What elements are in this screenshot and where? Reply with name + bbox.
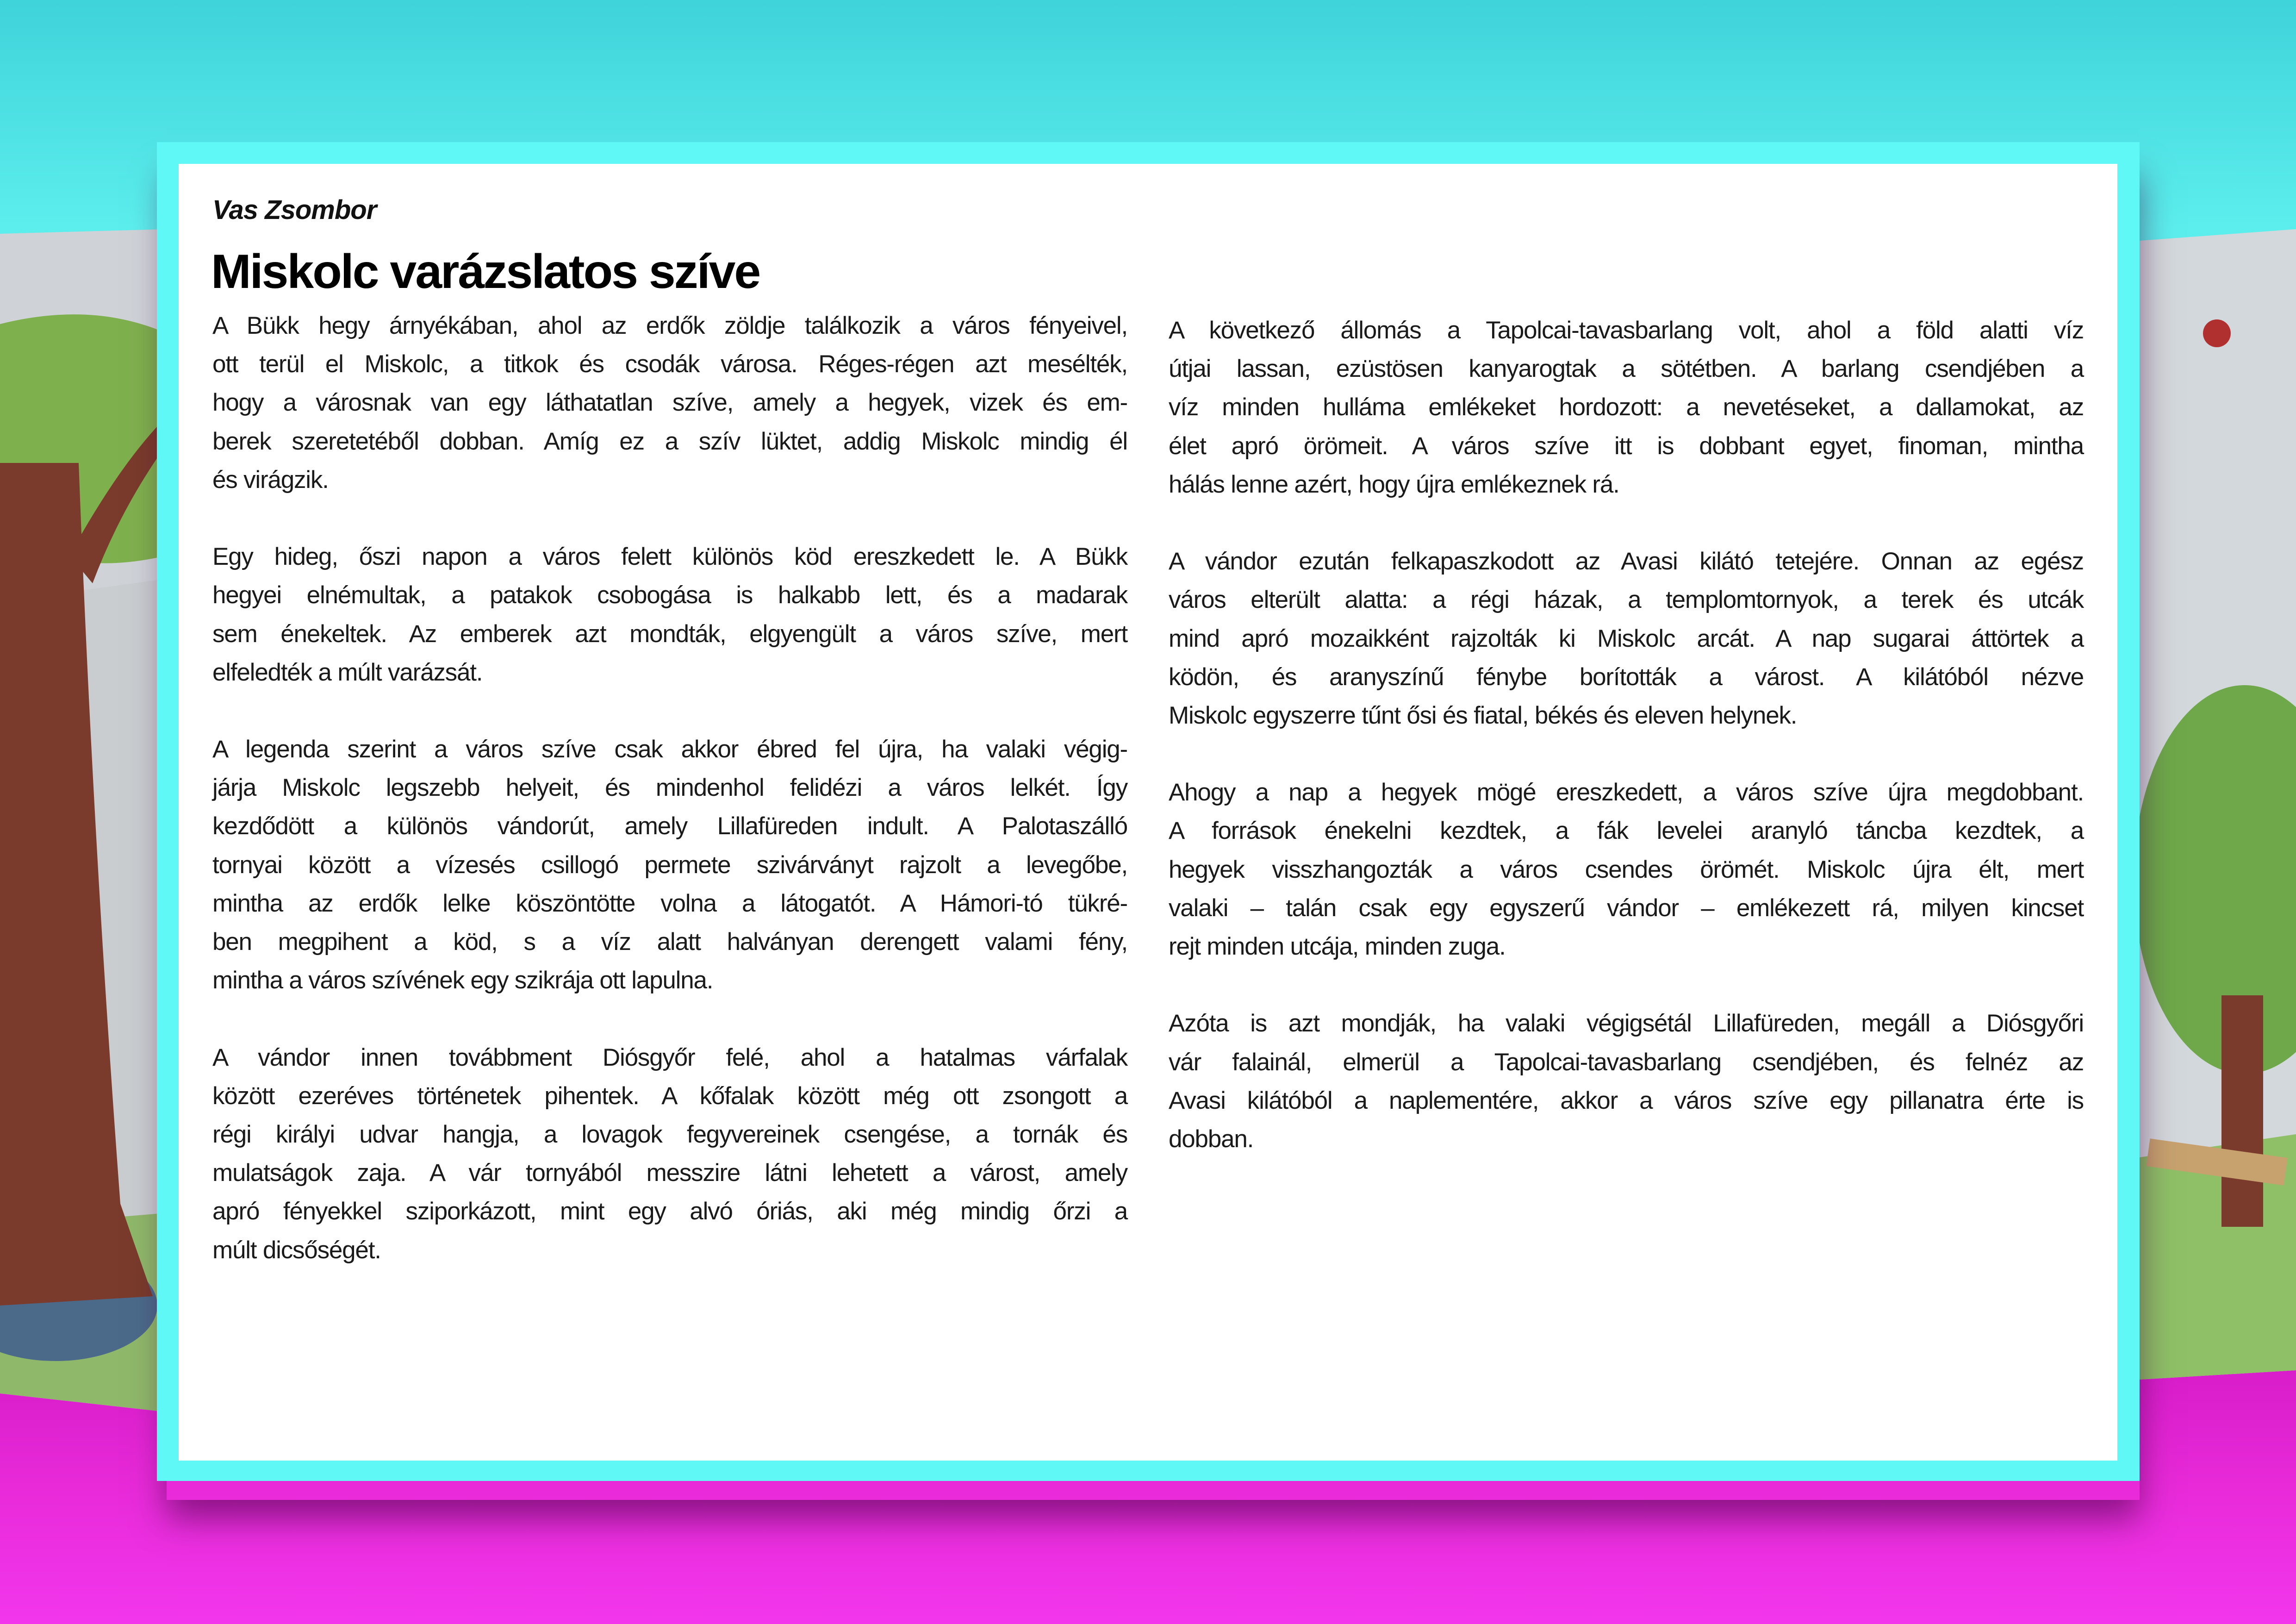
- text-line: város elterült alatta: a régi házak, a templomtornyok, a terek és utcák: [1169, 586, 2084, 614]
- text-line: járja Miskolc legszebb helyeit, és mindenhol felidézi a város lelkét. Így: [212, 774, 1127, 802]
- text-line: mintha az erdők lelke köszöntötte volna a látogatót. A Hámori-tó tükré-: [212, 889, 1127, 917]
- right-drawing-panel: [2134, 229, 2296, 1380]
- text-line: vár falainál, elmerül a Tapolcai-tavasbarlang csendjében, és felnéz az: [1169, 1048, 2084, 1076]
- text-line: hegyei elnémultak, a patakok csobogása is halkabb lett, és a madarak: [212, 581, 1127, 609]
- left-drawing-panel: [0, 229, 167, 1412]
- text-line: apró fényekkel sziporkázott, mint egy alvó óriás, aki még mindig őrzi a: [212, 1198, 1127, 1225]
- text-line: Miskolc egyszerre tűnt ősi és fiatal, békés és eleven helynek.: [1169, 701, 1797, 729]
- text-line: A legenda szerint a város szíve csak akkor ébred fel újra, ha valaki végig-: [212, 736, 1127, 763]
- paragraph: [212, 306, 1127, 499]
- paragraph: [212, 1038, 1127, 1269]
- paragraph: [1169, 311, 2084, 504]
- text-line: Azóta is azt mondják, ha valaki végigsétál Lillafüreden, megáll a Diósgyőri: [1169, 1010, 2084, 1037]
- paragraph: [212, 537, 1127, 692]
- text-line: kezdődött a különös vándorút, amely Lillafüreden indult. A Palotaszálló: [212, 812, 1127, 840]
- text-line: A következő állomás a Tapolcai-tavasbarlang volt, ahol a föld alatti víz: [1169, 317, 2084, 344]
- text-line: mind apró mozaikként rajzolták ki Miskolc arcát. A nap sugarai áttörtek a: [1169, 625, 2084, 652]
- text-line: sem énekeltek. Az emberek azt mondták, elgyengült a város szíve, mert: [212, 620, 1127, 648]
- text-line: hálás lenne azért, hogy újra emlékeznek rá.: [1169, 470, 1619, 498]
- paragraph: [1169, 1004, 2084, 1158]
- left-text-column: [212, 306, 1127, 1308]
- text-line: mulatságok zaja. A vár tornyából messzire látni lehetett a várost, amely: [212, 1159, 1127, 1187]
- text-line: régi királyi udvar hangja, a lovagok fegyvereinek csengése, a tornák és: [212, 1120, 1127, 1148]
- paragraph: [212, 730, 1127, 999]
- text-line: ott terül el Miskolc, a titkok és csodák városa. Réges-régen azt mesélték,: [212, 350, 1127, 378]
- text-line: Ahogy a nap a hegyek mögé ereszkedett, a város szíve újra megdobbant.: [1169, 779, 2084, 806]
- article-title: Miskolc varázslatos szíve: [211, 245, 760, 299]
- text-line: elfeledték a múlt varázsát.: [212, 658, 483, 686]
- text-line: ben megpihent a köd, s a víz alatt halványan derengett valami fény,: [212, 928, 1127, 956]
- text-line: ködön, és aranyszínű fénybe borították a várost. A kilátóból nézve: [1169, 663, 2084, 691]
- text-line: hogy a városnak van egy láthatatlan szíve, amely a hegyek, vizek és em-: [212, 389, 1127, 417]
- text-line: A Bükk hegy árnyékában, ahol az erdők zöldje találkozik a város fényeivel,: [212, 312, 1127, 339]
- text-line: tornyai között a vízesés csillogó permete szivárványt rajzolt a levegőbe,: [212, 851, 1127, 879]
- right-text-column: [1169, 311, 2084, 1197]
- text-line: között ezeréves történetek pihentek. A kőfalak között még ott zsongott a: [212, 1082, 1127, 1110]
- paragraph: [1169, 542, 2084, 735]
- text-line: berek szeretetéből dobban. Amíg ez a szív lüktet, addig Miskolc mindig él: [212, 427, 1127, 455]
- text-line: dobban.: [1169, 1125, 1254, 1153]
- paragraph: [1169, 773, 2084, 966]
- text-line: A vándor innen továbbment Diósgyőr felé, ahol a hatalmas várfalak: [212, 1043, 1127, 1071]
- text-line: hegyek visszhangozták a város csendes örömét. Miskolc újra élt, mert: [1169, 856, 2084, 883]
- text-line: és virágzik.: [212, 466, 329, 493]
- text-line: Avasi kilátóból a naplementére, akkor a város szíve egy pillanatra érte is: [1169, 1087, 2084, 1114]
- text-line: útjai lassan, ezüstösen kanyarogtak a sötétben. A barlang csendjében a: [1169, 355, 2084, 383]
- text-line: Egy hideg, őszi napon a város felett különös köd ereszkedett le. A Bükk: [212, 543, 1127, 571]
- author-name: Vas Zsombor: [212, 195, 377, 225]
- text-line: A források énekelni kezdtek, a fák levelei aranyló táncba kezdtek, a: [1169, 817, 2084, 845]
- text-line: víz minden hulláma emlékeket hordozott: a nevetéseket, a dallamokat, az: [1169, 394, 2084, 421]
- text-line: valaki – talán csak egy egyszerű vándor – emlékezett rá, milyen kincset: [1169, 894, 2084, 922]
- text-line: múlt dicsőségét.: [212, 1236, 381, 1264]
- text-line: mintha a város szívének egy szikrája ott lapulna.: [212, 967, 713, 994]
- text-line: élet apró örömeit. A város szíve itt is dobbant egyet, finoman, mintha: [1169, 432, 2084, 460]
- text-line: rejt minden utcája, minden zuga.: [1169, 933, 1506, 960]
- text-line: A vándor ezután felkapaszkodott az Avasi kilátó tetejére. Onnan az egész: [1169, 548, 2084, 575]
